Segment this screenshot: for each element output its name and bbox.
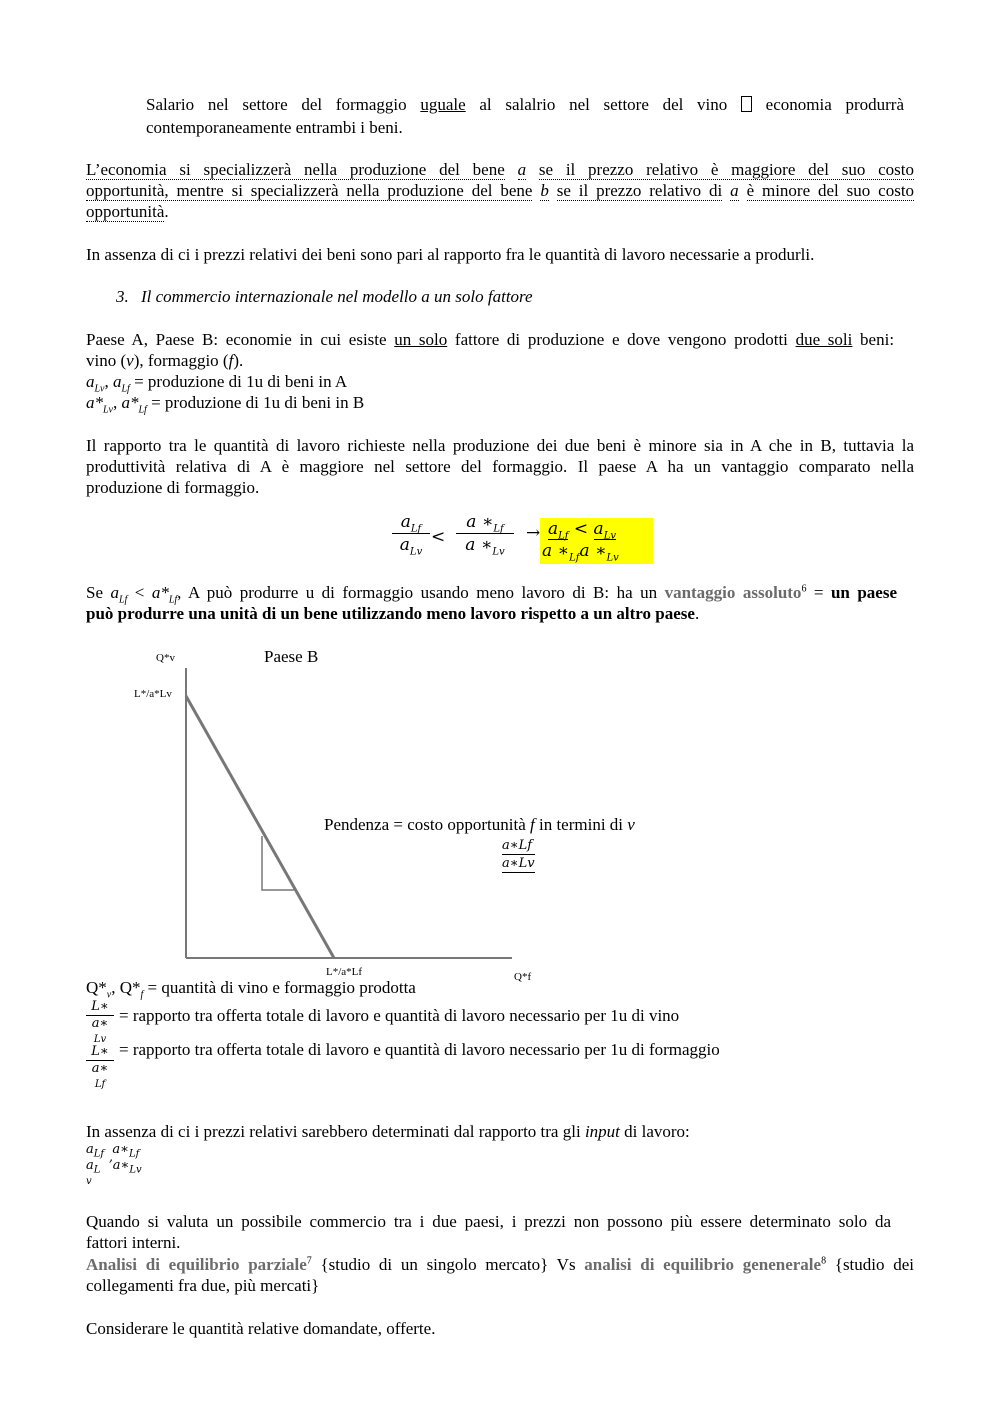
slope-frac-num: a∗Lf xyxy=(502,837,535,855)
para5-line2: produttività relativa di A è maggiore nel settore del formaggio. Il paese A ha un vantaggio comparato nella xyxy=(86,457,914,476)
para8-line3 xyxy=(86,1254,914,1275)
para4-text-a: Paese A, Paese B: economie in cui esiste xyxy=(86,330,387,349)
para3: In assenza di ci i prezzi relativi dei beni sono pari al rapporto fra le quantità di lavoro necessarie a produrli. xyxy=(86,245,815,264)
slope-triangle xyxy=(262,836,294,890)
heading-number: 3. xyxy=(116,287,129,306)
para4-line4 xyxy=(86,392,365,416)
para2-line2 xyxy=(86,180,914,201)
slope-fraction xyxy=(502,837,535,873)
para2-text-f: opportunità xyxy=(86,202,165,221)
slope-text-a: Pendenza = costo opportunità xyxy=(324,815,526,834)
arrow-symbol-icon xyxy=(741,96,752,112)
para7-text-a: In assenza di ci i prezzi relativi sarebbero determinati dal rapporto tra gli xyxy=(86,1122,581,1141)
frac-astar: a $∗_{Lf}$ a $∗_{Lv}$ xyxy=(456,511,514,556)
implies-arrow-icon: → xyxy=(526,523,541,543)
para1-line2: contemporaneamente entrambi i beni. xyxy=(146,118,403,137)
para2-var-b: b xyxy=(540,181,549,200)
symbol-aLv-aLf: $a_{Lv}$, $a_{Lf}$ xyxy=(86,372,130,395)
para1-underlined-word: uguale xyxy=(420,95,466,114)
para4-l2-c: ). xyxy=(233,351,244,370)
slope-v: v xyxy=(627,815,635,834)
defs-line1: $Q*_v$, $Q*_f$ = quantità di vino e formaggio prodotta xyxy=(86,978,416,1001)
slope-f: f xyxy=(529,815,535,834)
frac-L-over-aLv: L∗ a∗ Lv xyxy=(86,999,114,1048)
para1-text-a: Salario nel settore del formaggio xyxy=(146,95,407,114)
para6-equals: = xyxy=(813,583,824,602)
heading-text: Il commercio internazionale nel modello a un solo fattore xyxy=(141,287,533,306)
para2-period: . xyxy=(164,202,169,221)
term-vantaggio-assoluto: vantaggio assoluto xyxy=(664,583,802,602)
para5-line1: Il rapporto tra le quantità di lavoro richieste nella produzione dei due beni è minore sia in A che in B, tuttavia la xyxy=(86,436,914,455)
para4-underline-2: due soli xyxy=(795,330,853,349)
slope-text-b: in termini di xyxy=(538,815,624,834)
para2-text-e: è minore del suo costo xyxy=(746,181,915,200)
para4-line1 xyxy=(86,329,894,350)
ratio-formula: $a_{Lf}$ $a∗_{Lf}$ $a_L$ $’a∗_{Lv}$ v xyxy=(86,1142,142,1187)
para6-text-b: , A può produrre u di formaggio usando meno lavoro di B: ha un xyxy=(177,583,658,602)
slope-frac-den: a∗Lv xyxy=(502,856,535,871)
ratio-denominators: $a_L$ $’a∗_{Lv}$ xyxy=(86,1158,142,1176)
para4-text-b: fattore di produzione e dove vengono prodotti xyxy=(454,330,788,349)
para4-l3-text: = produzione di 1u di beni in A xyxy=(134,372,348,391)
para2-line1 xyxy=(86,159,914,180)
term-equilibrio-parziale: Analisi di equilibrio parziale xyxy=(86,1255,307,1274)
chart-paese-b xyxy=(120,640,680,990)
para6-line2 xyxy=(86,603,699,624)
para4-l2-b: ), formaggio ( xyxy=(133,351,229,370)
para6-bold-b: può produrre una unità di un bene utilizzando meno lavoro rispetto a un altro paese xyxy=(86,604,695,623)
para5-line3: produzione di formaggio. xyxy=(86,478,260,497)
x-intercept-label: L*/a*Lf xyxy=(326,966,363,978)
para7-input: input xyxy=(584,1122,620,1141)
para1-line1 xyxy=(146,94,904,115)
less-than-symbol: < xyxy=(431,527,446,547)
footnote-6[interactable]: 6 xyxy=(801,583,807,595)
para1-text-c: economia produrrà xyxy=(765,95,904,114)
para6-text-a: Se xyxy=(86,583,103,602)
para2-text-d: se il prezzo relativo di xyxy=(556,181,723,200)
para2-text-c: opportunità, mentre si specializzerà nella produzione del bene xyxy=(86,181,533,200)
para4-line3 xyxy=(86,371,348,395)
symbol-aLf-lt-astarLf: $a_{Lf} < a*_{Lf}$ xyxy=(110,583,178,606)
frac-aLf-aLv: $a_{Lf}$ $a_{Lv}$ xyxy=(392,511,430,556)
x-axis-label: Q*f xyxy=(514,971,532,983)
defs-l1-text: = quantità di vino e formaggio prodotta xyxy=(147,978,416,997)
defs-line3: = rapporto tra offerta totale di lavoro e quantità di lavoro necessario per 1u di formaggio xyxy=(119,1040,720,1059)
para2-line3 xyxy=(86,201,169,222)
para4-text-c: beni: xyxy=(860,330,895,349)
para2-text-b: se il prezzo relativo è maggiore del suo costo xyxy=(538,160,915,179)
para2-var-a2: a xyxy=(730,181,739,200)
para6-line1 xyxy=(86,582,898,606)
para9: Considerare le quantità relative domandate, offerte. xyxy=(86,1319,436,1338)
para7-text-b: di lavoro: xyxy=(624,1122,690,1141)
footnote-7[interactable]: 7 xyxy=(306,1255,312,1267)
para8-text-a: {studio di un singolo mercato} Vs xyxy=(320,1255,576,1274)
term-equilibrio-generale: analisi di equilibrio genenerale xyxy=(584,1255,822,1274)
para4-l2-a: vino ( xyxy=(86,351,127,370)
frac-L-over-aLf: L∗ a∗ Lf xyxy=(86,1044,114,1093)
para2-text-a: L’economia si specializzerà nella produzione del bene xyxy=(86,160,505,179)
defs-line2: = rapporto tra offerta totale di lavoro e quantità di lavoro necessario per 1u di vino xyxy=(119,1006,680,1025)
para2-var-a: a xyxy=(517,160,527,179)
section-heading xyxy=(116,286,533,307)
y-intercept-label: L*/a*Lv xyxy=(134,688,172,700)
ratio-numerators: $a_{Lf}$ $a∗_{Lf}$ xyxy=(86,1142,140,1160)
para7-line1 xyxy=(86,1121,690,1142)
para1-text-b: al salalrio nel settore del vino xyxy=(479,95,728,114)
production-possibility-line xyxy=(186,696,334,958)
para6-period: . xyxy=(694,604,700,623)
para4-l2-v: v xyxy=(126,351,134,370)
y-axis-label: Q*v xyxy=(156,652,175,664)
chart-title: Paese B xyxy=(264,647,319,666)
defs-q-star-a: Q* xyxy=(86,978,107,997)
formula-inequality xyxy=(388,511,658,567)
para8-line2: fattori interni. xyxy=(86,1233,181,1252)
para4-l4-text: = produzione di 1u di beni in B xyxy=(151,393,365,412)
slope-annotation xyxy=(324,815,635,835)
footnote-8[interactable]: 8 xyxy=(821,1255,827,1267)
para4-l2-f: f xyxy=(228,351,234,370)
para6-bold-a: un paese xyxy=(830,583,898,602)
para4-line2 xyxy=(86,350,243,371)
highlighted-formula: $a_{Lf} < a_{Lv}$ a $∗_{Lf}a$ $∗_{Lv}$ xyxy=(540,518,653,564)
symbol-a-star-Lv-Lf: $a*_{Lv}$, $a*_{Lf}$ xyxy=(86,393,147,416)
para8-text-b: {studio dei xyxy=(834,1255,914,1274)
defs-q-star-b: , Q* xyxy=(111,978,141,997)
para8-line4: collegamenti fra due, più mercati} xyxy=(86,1276,320,1295)
para8-line1: Quando si valuta un possibile commercio tra i due paesi, i prezzi non possono più essere determinato solo da xyxy=(86,1212,891,1231)
para4-underline-1: un solo xyxy=(394,330,448,349)
